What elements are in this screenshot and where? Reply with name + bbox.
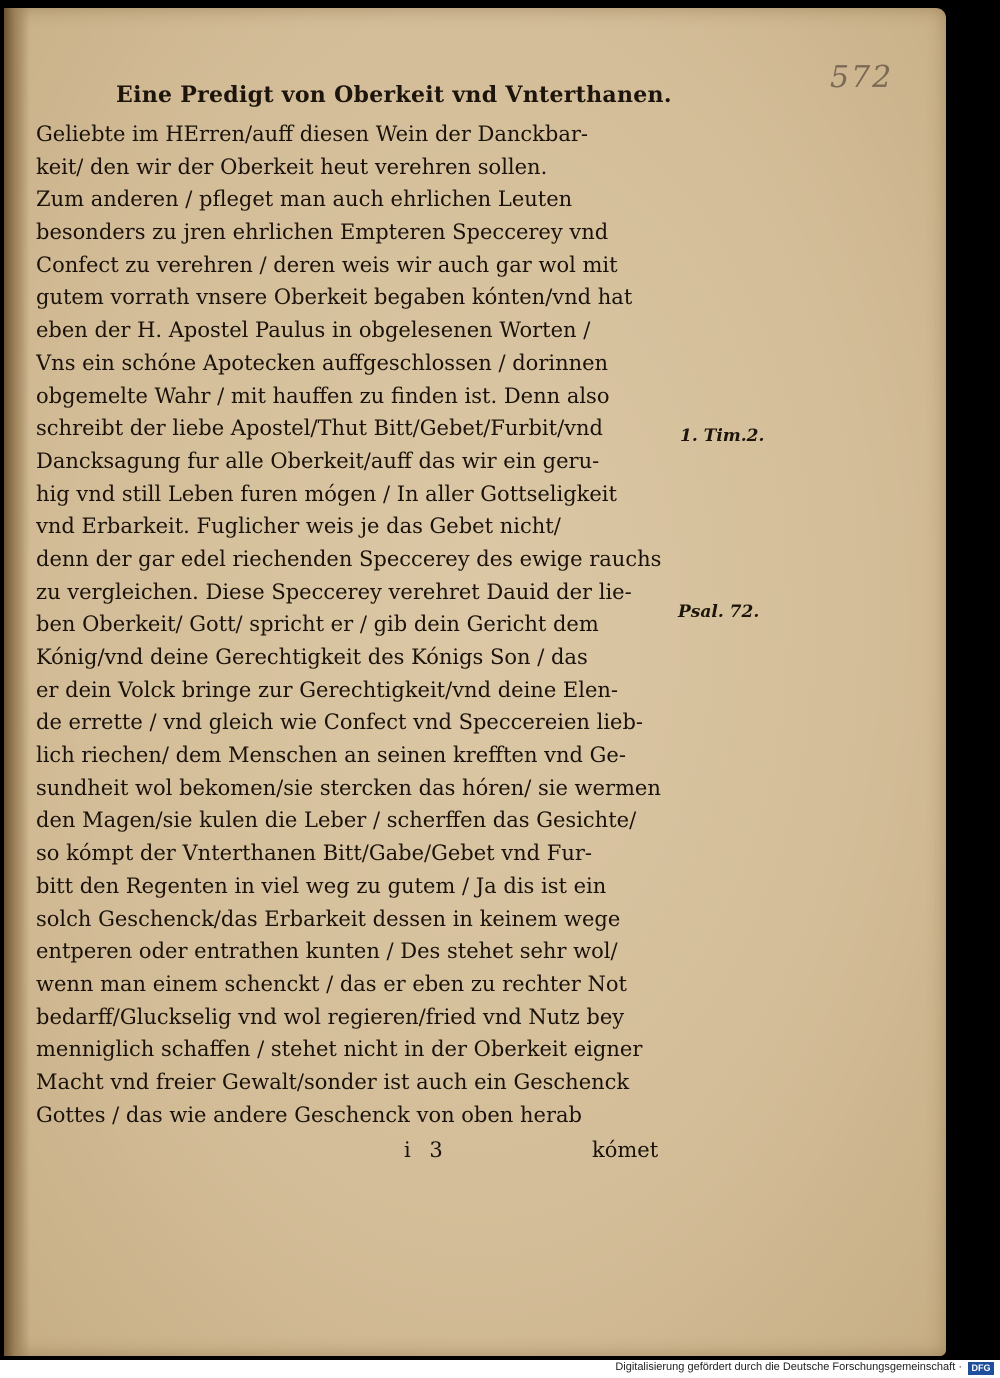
dfg-logo-icon: DFG	[968, 1362, 994, 1375]
text-line: wenn man einem schenckt / das er eben zu rechter Not	[36, 971, 627, 996]
page-gutter-shadow	[4, 8, 30, 1356]
text-line: menniglich schaffen / stehet nicht in der Oberkeit eigner	[36, 1037, 643, 1062]
text-line: gutem vorrath vnsere Oberkeit begaben kónten/vnd hat	[36, 285, 633, 310]
text-line: bedarff/Gluckselig vnd wol regieren/fried vnd Nutz bey	[36, 1004, 625, 1029]
credit-bar	[0, 1360, 1000, 1378]
text-line: de errette / vnd gleich wie Confect vnd Speccereien lieb-	[36, 710, 644, 735]
text-line: er dein Volck bringe zur Gerechtigkeit/vnd deine Elen-	[36, 677, 619, 702]
text-line: Macht vnd freier Gewalt/sonder ist auch ein Geschenck	[36, 1069, 630, 1094]
text-line: lich riechen/ dem Menschen an seinen krefften vnd Ge-	[36, 743, 626, 768]
scanned-page	[4, 8, 946, 1356]
text-line: so kómpt der Vnterthanen Bitt/Gabe/Gebet vnd Fur-	[36, 841, 593, 866]
text-line: bitt den Regenten in viel weg zu gutem / Ja dis ist ein	[36, 873, 607, 898]
text-line: Vns ein schóne Apotecken auffgeschlossen / dorinnen	[36, 350, 609, 375]
funding-credit: Digitalisierung gefördert durch die Deutsche Forschungsgemeinschaft ·	[615, 1361, 962, 1373]
text-line: besonders zu jren ehrlichen Empteren Speccerey vnd	[36, 220, 609, 245]
text-line: Dancksagung fur alle Oberkeit/auff das wir ein geru-	[36, 448, 600, 473]
body-text	[36, 118, 676, 1131]
text-line: zu vergleichen. Diese Speccerey verehret Dauid der lie-	[36, 579, 632, 604]
text-line: vnd Erbarkeit. Fuglicher weis je das Gebet nicht/	[36, 514, 561, 539]
text-line: ben Oberkeit/ Gott/ spricht er / gib dein Gericht dem	[36, 612, 599, 637]
text-line: sundheit wol bekomen/sie stercken das hóren/ sie wermen	[36, 775, 661, 800]
text-line: Confect zu verehren / deren weis wir auch gar wol mit	[36, 252, 618, 277]
text-line: denn der gar edel riechenden Speccerey des ewige rauchs	[36, 546, 662, 571]
running-head: Eine Predigt von Oberkeit vnd Vnterthanen.	[116, 82, 672, 108]
marginal-note-tim: 1. Tim.2.	[680, 426, 765, 446]
text-line: keit/ den wir der Oberkeit heut verehren sollen.	[36, 154, 548, 179]
text-line: entperen oder entrathen kunten / Des stehet sehr wol/	[36, 939, 618, 964]
text-line: hig vnd still Leben furen mógen / In aller Gottseligkeit	[36, 481, 617, 506]
text-line: eben der H. Apostel Paulus in obgelesenen Worten /	[36, 318, 591, 343]
catchword: kómet	[592, 1138, 659, 1162]
text-line: Geliebte im HErren/auff diesen Wein der Danckbar-	[36, 122, 588, 146]
folio-mark: 572	[830, 60, 894, 95]
text-line: den Magen/sie kulen die Leber / scherffen das Gesichte/	[36, 808, 637, 833]
text-line: Gottes / das wie andere Geschenck von oben herab	[36, 1102, 582, 1127]
text-line: solch Geschenck/das Erbarkeit dessen in keinem wege	[36, 906, 621, 931]
text-line: Kónig/vnd deine Gerechtigkeit des Kónigs Son / das	[36, 645, 588, 669]
text-line: obgemelte Wahr / mit hauffen zu finden ist. Denn also	[36, 383, 610, 408]
marginal-note-psal: Psal. 72.	[678, 602, 760, 622]
text-line: schreibt der liebe Apostel/Thut Bitt/Gebet/Furbit/vnd	[36, 416, 603, 441]
text-line: Zum anderen / pfleget man auch ehrlichen Leuten	[36, 187, 573, 212]
signature-mark: i 3	[404, 1138, 449, 1162]
